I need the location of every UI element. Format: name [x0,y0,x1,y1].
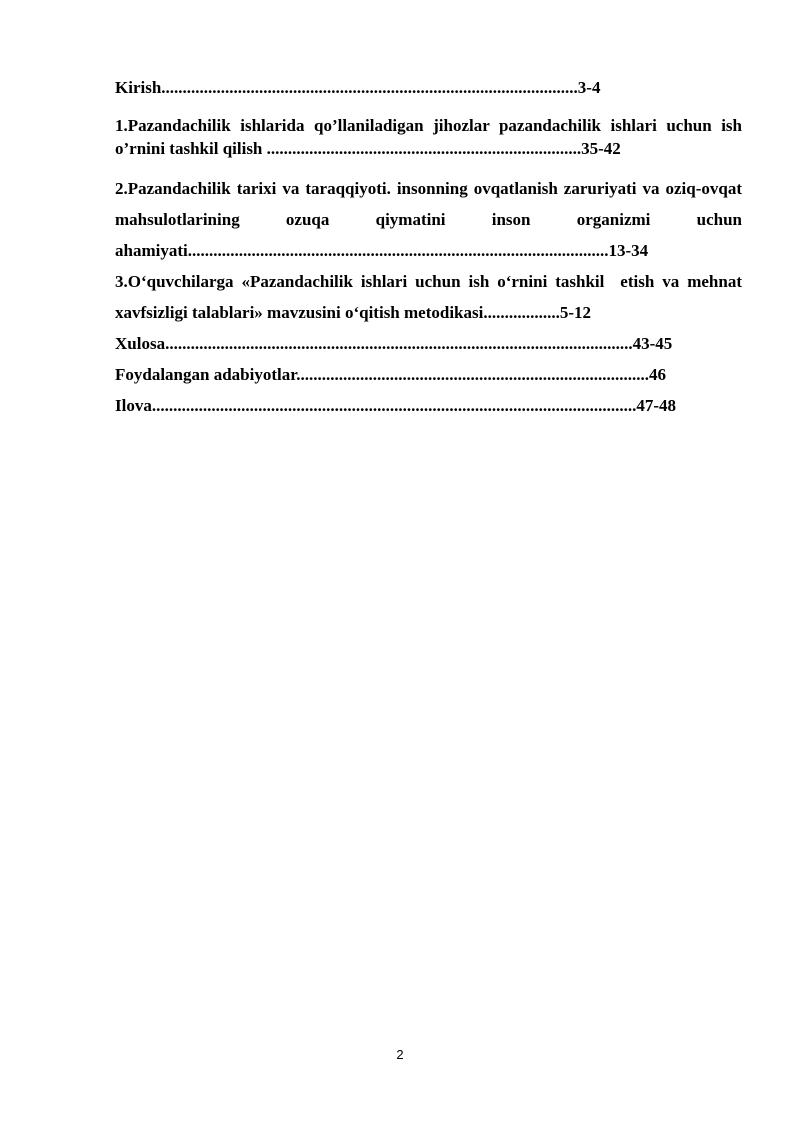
toc-entry-xulosa: Xulosa..............................................................................................................43-45 [115,334,673,353]
toc-entry-chapter-1: 1.Pazandachilik ishlarida qo’llaniladigan jihozlar pazandachilik ishlari uchun ish o’rnini tashkil qilish ..........................................................................35-42 [115,116,747,158]
page-number: 2 [396,1047,404,1062]
toc-entry-ilova: Ilova..................................................................................................................47-48 [115,396,676,415]
table-of-contents [115,74,747,421]
toc-entry-kirish: Kirish..................................................................................................3-4 [115,78,601,97]
toc-entry-chapter-2: 2.Pazandachilik tarixi va taraqqiyoti. insonning ovqatlanish zaruriyati va oziq-ovqat mahsulotlarining ozuqa qiymatini inson organizmi uchun ahamiyati...................................................................................................13-34 [115,179,747,260]
toc-entry-adabiyotlar: Foydalangan adabiyotlar...................................................................................46 [115,365,666,384]
toc-entry-chapter-3: 3.O‘quvchilarga «Pazandachilik ishlari uchun ish o‘rnini tashkil etish va mehnat xavfsizligi talablari» mavzusini o‘qitish metodikasi..................5-12 [115,272,747,322]
